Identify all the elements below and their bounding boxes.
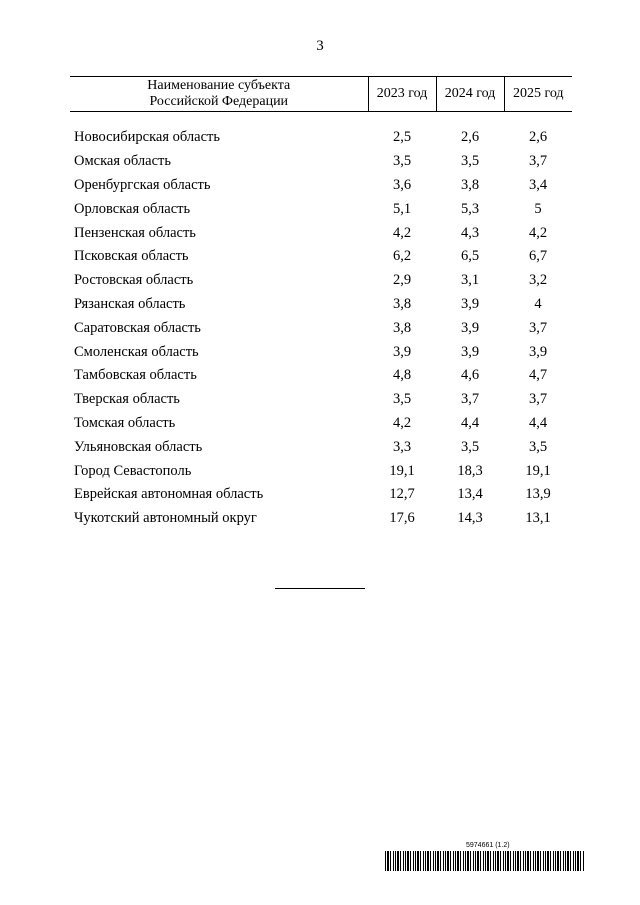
region-name-cell: Тверская область <box>74 391 180 408</box>
value-2024-cell: 2,6 <box>460 129 480 146</box>
table-row <box>70 174 572 198</box>
region-name-cell: Оренбургская область <box>74 176 211 193</box>
value-2025-cell: 3,7 <box>528 391 548 408</box>
table-row <box>70 435 572 459</box>
value-2023-cell: 4,2 <box>392 224 412 241</box>
region-name-cell: Омская область <box>74 153 171 170</box>
value-2023-cell: 3,8 <box>392 295 412 312</box>
table-row <box>70 364 572 388</box>
value-2024-cell: 5,3 <box>460 200 480 217</box>
value-2024-cell: 3,9 <box>460 343 480 360</box>
column-header-subject <box>70 77 368 112</box>
value-2024-cell: 4,6 <box>460 367 480 384</box>
region-name-cell: Томская область <box>74 414 176 431</box>
region-name-cell: Чукотский автономный округ <box>74 510 257 527</box>
value-2025-cell: 3,2 <box>528 272 548 289</box>
value-2025-cell: 3,9 <box>528 343 548 360</box>
value-2023-cell: 4,8 <box>392 367 412 384</box>
region-name-cell: Псковская область <box>74 248 189 265</box>
region-name-cell: Тамбовская область <box>74 367 197 384</box>
value-2025-cell: 3,4 <box>528 176 548 193</box>
table-row <box>70 293 572 317</box>
value-2023-cell: 19,1 <box>389 462 415 479</box>
column-header-2025: 2025 год <box>504 77 572 112</box>
value-2023-cell: 3,5 <box>392 391 412 408</box>
data-table <box>70 76 572 531</box>
value-2023-cell: 2,9 <box>392 272 412 289</box>
table-header-row <box>70 77 572 112</box>
value-2025-cell: 3,5 <box>528 438 548 455</box>
value-2024-cell: 6,5 <box>460 248 480 265</box>
value-2025-cell: 3,7 <box>528 319 548 336</box>
table-row <box>70 316 572 340</box>
region-name-cell: Пензенская область <box>74 224 196 241</box>
value-2025-cell: 13,1 <box>525 510 551 527</box>
barcode-number: 5974661 (1.2) <box>466 842 510 849</box>
column-header-subject-line2: Российской Федерации <box>149 94 289 109</box>
value-2023-cell: 5,1 <box>392 200 412 217</box>
region-name-cell: Смоленская область <box>74 343 199 360</box>
value-2025-cell: 6,7 <box>528 248 548 265</box>
table-row <box>70 412 572 436</box>
table-row <box>70 340 572 364</box>
value-2025-cell: 4,4 <box>528 414 548 431</box>
value-2025-cell: 19,1 <box>525 462 551 479</box>
table-row <box>70 388 572 412</box>
table-row <box>70 197 572 221</box>
value-2024-cell: 3,7 <box>460 391 480 408</box>
data-table-container <box>70 76 572 531</box>
table-row <box>70 126 572 150</box>
value-2023-cell: 4,2 <box>392 414 412 431</box>
value-2025-cell: 2,6 <box>528 129 548 146</box>
barcode-image <box>385 851 585 871</box>
table-row <box>70 483 572 507</box>
region-name-cell: Город Севастополь <box>74 462 192 479</box>
value-2023-cell: 3,8 <box>392 319 412 336</box>
page-number: 3 <box>316 38 324 54</box>
column-header-subject-line1: Наименование субъекта <box>147 78 291 93</box>
region-name-cell: Ульяновская область <box>74 438 203 455</box>
region-name-cell: Новосибирская область <box>74 129 220 146</box>
region-name-cell: Еврейская автономная область <box>74 486 264 503</box>
value-2024-cell: 3,1 <box>460 272 480 289</box>
table-row <box>70 150 572 174</box>
value-2024-cell: 4,4 <box>460 414 480 431</box>
value-2024-cell: 3,9 <box>460 319 480 336</box>
value-2025-cell: 13,9 <box>525 486 551 503</box>
value-2025-cell: 4 <box>534 295 542 312</box>
value-2023-cell: 6,2 <box>392 248 412 265</box>
value-2023-cell: 3,3 <box>392 438 412 455</box>
table-row <box>70 221 572 245</box>
value-2025-cell: 5 <box>534 200 542 217</box>
value-2025-cell: 3,7 <box>528 153 548 170</box>
value-2024-cell: 13,4 <box>457 486 483 503</box>
region-name-cell: Рязанская область <box>74 295 186 312</box>
value-2023-cell: 3,5 <box>392 153 412 170</box>
region-name-cell: Ростовская область <box>74 272 194 289</box>
table-row <box>70 245 572 269</box>
value-2024-cell: 14,3 <box>457 510 483 527</box>
table-row <box>70 269 572 293</box>
table-row <box>70 459 572 483</box>
value-2023-cell: 12,7 <box>389 486 415 503</box>
value-2024-cell: 3,5 <box>460 438 480 455</box>
column-header-2024: 2024 год <box>436 77 504 112</box>
value-2025-cell: 4,7 <box>528 367 548 384</box>
table-spacer-row <box>70 112 572 127</box>
value-2023-cell: 3,6 <box>392 176 412 193</box>
table-row <box>70 507 572 531</box>
table-body <box>70 112 572 531</box>
value-2023-cell: 2,5 <box>392 129 412 146</box>
value-2023-cell: 17,6 <box>389 510 415 527</box>
end-of-table-line <box>275 588 365 589</box>
value-2024-cell: 3,5 <box>460 153 480 170</box>
value-2024-cell: 3,8 <box>460 176 480 193</box>
value-2023-cell: 3,9 <box>392 343 412 360</box>
column-header-2023: 2023 год <box>368 77 436 112</box>
region-name-cell: Саратовская область <box>74 319 201 336</box>
region-name-cell: Орловская область <box>74 200 191 217</box>
value-2024-cell: 18,3 <box>457 462 483 479</box>
value-2024-cell: 3,9 <box>460 295 480 312</box>
value-2025-cell: 4,2 <box>528 224 548 241</box>
value-2024-cell: 4,3 <box>460 224 480 241</box>
